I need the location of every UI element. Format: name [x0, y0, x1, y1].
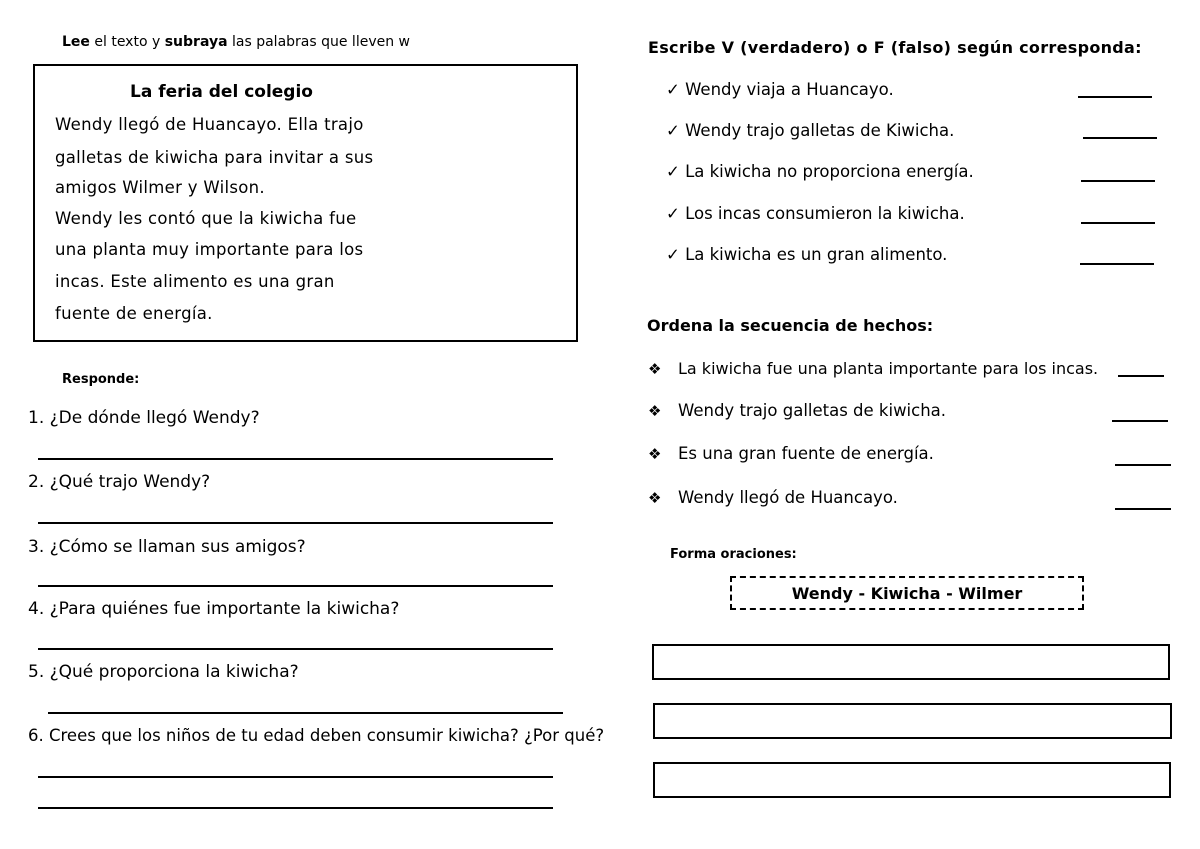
answer-line[interactable]: [38, 648, 553, 650]
vf-item: ✓ Wendy trajo galletas de Kiwicha.: [666, 121, 955, 140]
instruction-text: Lee el texto y subraya las palabras que lleven w: [62, 34, 410, 50]
responde-heading: Responde:: [62, 372, 140, 387]
order-heading: Ordena la secuencia de hechos:: [647, 316, 934, 335]
vf-answer-line[interactable]: [1080, 263, 1154, 265]
story-line: incas. Este alimento es una gran: [55, 272, 335, 291]
answer-line[interactable]: [38, 585, 553, 587]
sequence-item: Wendy trajo galletas de kiwicha.: [678, 401, 947, 420]
story-line: fuente de energía.: [55, 304, 213, 323]
answer-line[interactable]: [38, 458, 553, 460]
vf-item: ✓ Los incas consumieron la kiwicha.: [666, 204, 965, 223]
answer-line[interactable]: [38, 807, 553, 809]
sequence-answer-line[interactable]: [1115, 508, 1171, 510]
story-line: Wendy les contó que la kiwicha fue: [55, 209, 357, 228]
question-5: 5. ¿Qué proporciona la kiwicha?: [28, 662, 299, 682]
sequence-answer-line[interactable]: [1115, 464, 1171, 466]
story-line: una planta muy importante para los: [55, 240, 364, 259]
story-title: La feria del colegio: [130, 82, 313, 102]
sentence-box-3[interactable]: [653, 762, 1171, 798]
vf-item: ✓ La kiwicha no proporciona energía.: [666, 162, 974, 181]
diamond-bullet-icon: ❖: [648, 402, 662, 420]
story-line: amigos Wilmer y Wilson.: [55, 178, 265, 197]
story-box: [33, 64, 578, 342]
question-6: 6. Crees que los niños de tu edad deben consumir kiwicha? ¿Por qué?: [28, 726, 605, 745]
sequence-item: Es una gran fuente de energía.: [678, 444, 934, 463]
question-2: 2. ¿Qué trajo Wendy?: [28, 472, 211, 492]
vf-item: ✓ Wendy viaja a Huancayo.: [666, 80, 894, 99]
sentence-box-1[interactable]: [652, 644, 1170, 680]
answer-line[interactable]: [38, 776, 553, 778]
story-line: galletas de kiwicha para invitar a sus: [55, 148, 374, 167]
diamond-bullet-icon: ❖: [648, 489, 662, 507]
sequence-item: Wendy llegó de Huancayo.: [678, 488, 898, 507]
vf-answer-line[interactable]: [1081, 180, 1155, 182]
vf-answer-line[interactable]: [1083, 137, 1157, 139]
story-line: Wendy llegó de Huancayo. Ella trajo: [55, 115, 364, 134]
forma-heading: Forma oraciones:: [670, 547, 797, 562]
question-4: 4. ¿Para quiénes fue importante la kiwicha?: [28, 599, 400, 619]
answer-line[interactable]: [48, 712, 563, 714]
sequence-answer-line[interactable]: [1112, 420, 1168, 422]
answer-line[interactable]: [38, 522, 553, 524]
vf-answer-line[interactable]: [1078, 96, 1152, 98]
vf-heading: Escribe V (verdadero) o F (falso) según corresponda:: [648, 38, 1142, 57]
sequence-answer-line[interactable]: [1118, 375, 1164, 377]
question-1: 1. ¿De dónde llegó Wendy?: [28, 408, 260, 428]
question-3: 3. ¿Cómo se llaman sus amigos?: [28, 537, 306, 557]
vf-answer-line[interactable]: [1081, 222, 1155, 224]
word-bank: Wendy - Kiwicha - Wilmer: [730, 576, 1084, 610]
diamond-bullet-icon: ❖: [648, 360, 662, 378]
diamond-bullet-icon: ❖: [648, 445, 662, 463]
sequence-item: La kiwicha fue una planta importante para los incas.: [678, 359, 1099, 378]
sentence-box-2[interactable]: [653, 703, 1172, 739]
vf-item: ✓ La kiwicha es un gran alimento.: [666, 245, 948, 264]
